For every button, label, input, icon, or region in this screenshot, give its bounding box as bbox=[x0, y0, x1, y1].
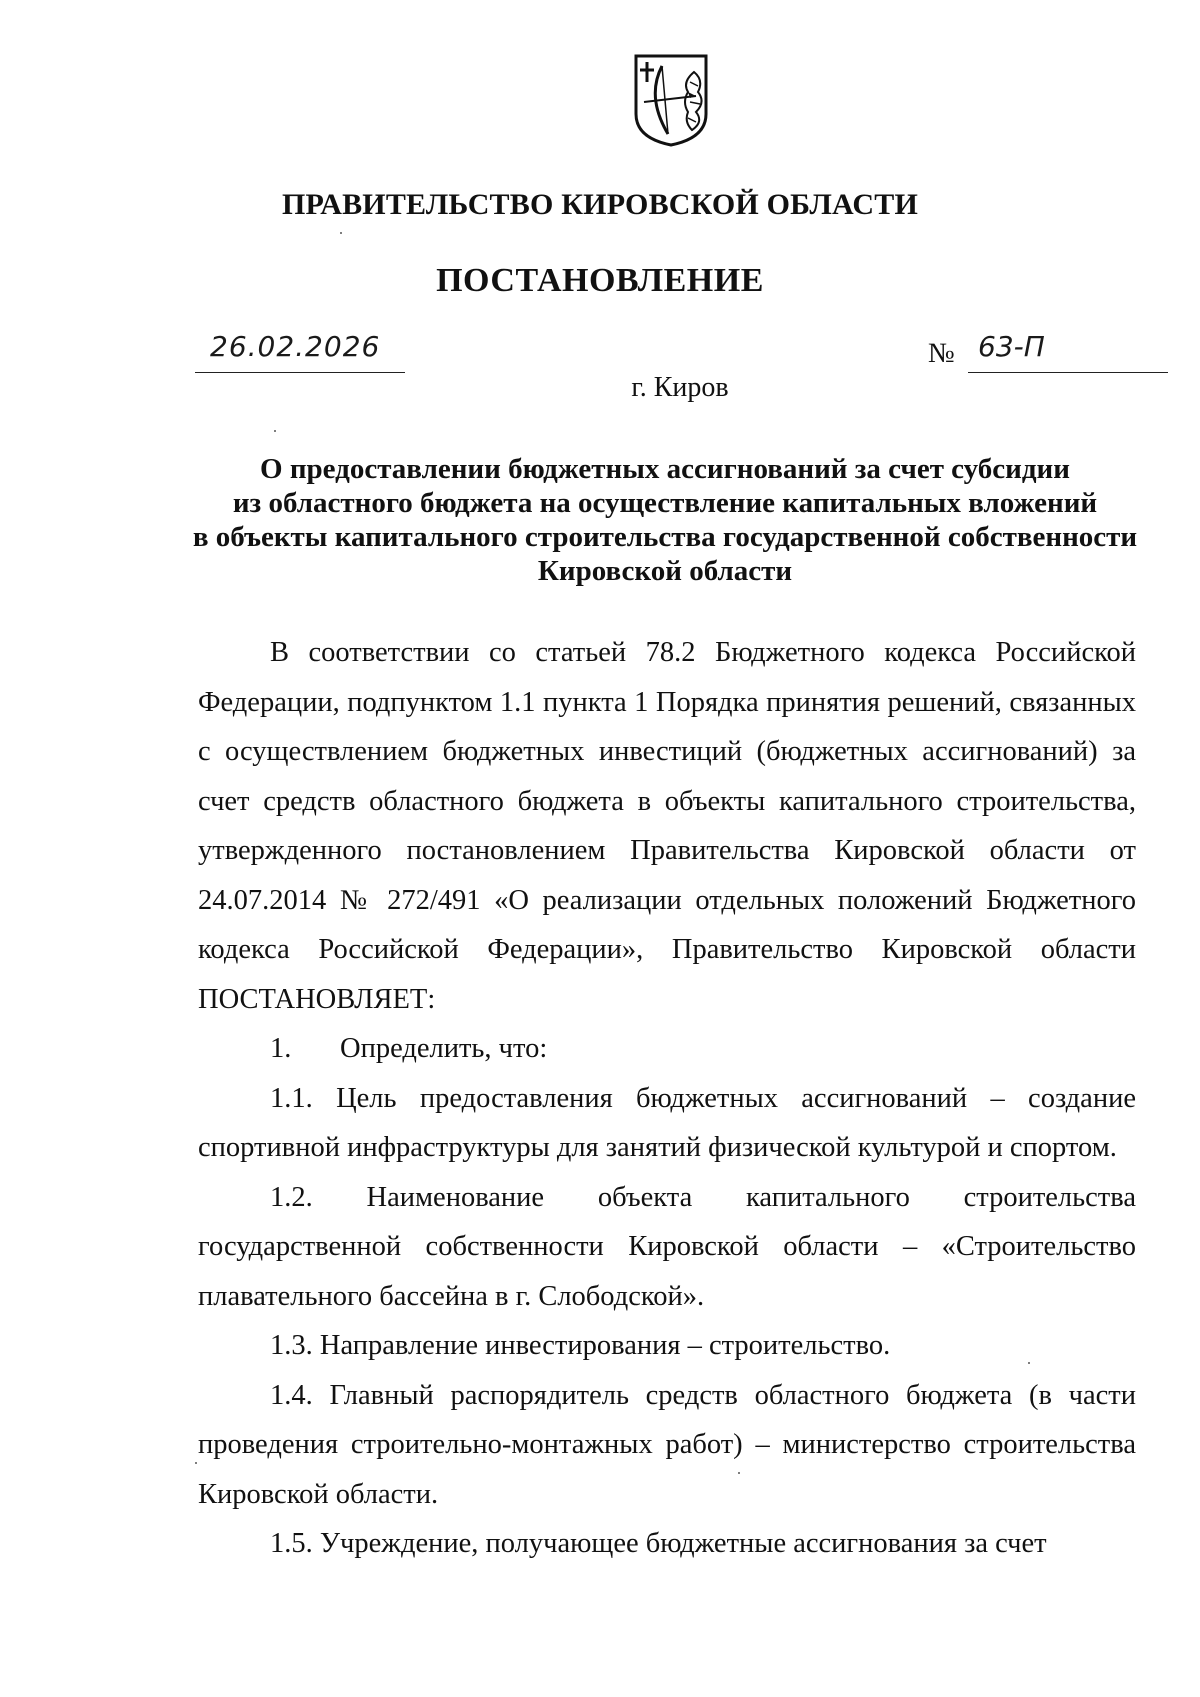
government-name: ПРАВИТЕЛЬСТВО КИРОВСКОЙ ОБЛАСТИ bbox=[282, 188, 918, 221]
title-line: Кировской области bbox=[537, 555, 793, 587]
subitem-1-4: 1.4. Главный распорядитель средств областного бюджета (в части проведения строительно-монтажных работ) – министерство строительства Кировской области. bbox=[198, 1379, 1136, 1510]
item-1-text: Определить, что: bbox=[340, 1033, 548, 1064]
document-title bbox=[150, 452, 1180, 588]
scan-speck bbox=[195, 1462, 197, 1464]
title-line: из областного бюджета на осуществление капитальных вложений bbox=[232, 487, 1098, 519]
kirov-coat-of-arms-icon bbox=[632, 52, 710, 148]
subitem-1-3: 1.3. Направление инвестирования – строительство. bbox=[270, 1330, 891, 1361]
scan-speck bbox=[1028, 1362, 1030, 1364]
subitem-1-2: 1.2. Наименование объекта капитального строительства государственной собственности Кировской области – «Строительство плавательного бассейна в г. Слободской». bbox=[198, 1181, 1136, 1312]
scan-speck bbox=[274, 430, 276, 432]
title-line: О предоставлении бюджетных ассигнований за счет субсидии bbox=[260, 453, 1070, 485]
document-type: ПОСТАНОВЛЕНИЕ bbox=[436, 262, 764, 299]
scan-speck bbox=[738, 1472, 740, 1474]
item-1-number: 1. bbox=[270, 1033, 292, 1064]
subitem-1-1: 1.1. Цель предоставления бюджетных ассигнований – создание спортивной инфраструктуры для занятий физической культурой и спортом. bbox=[198, 1082, 1136, 1163]
document-body bbox=[198, 628, 1136, 1569]
preamble-paragraph: В соответствии со статьей 78.2 Бюджетного кодекса Российской Федерации, подпунктом 1.1 пункта 1 Порядка принятия решений, связанных с осуществлением бюджетных инвестиций (бюджетных ассигнований) за счет средств областного бюджета в объекты капитального строительства, утвержденного постановлением Правительства Кировской области от 24.07.2014 № 272/491 «О реализации отдельных положений Бюджетного кодекса Российской Федерации», Правительство Кировской области ПОСТАНОВЛЯЕТ: bbox=[198, 637, 1136, 1015]
title-line: в объекты капитального строительства государственной собственности bbox=[192, 521, 1138, 553]
city: г. Киров bbox=[631, 372, 729, 403]
document-date: 26.02.2026 bbox=[210, 330, 381, 363]
subitem-1-5: 1.5. Учреждение, получающее бюджетные ассигнования за счет bbox=[270, 1528, 1047, 1559]
item-1 bbox=[198, 1024, 1136, 1074]
scan-speck bbox=[340, 232, 342, 234]
number-label: № bbox=[928, 338, 955, 369]
document-number: 63-П bbox=[978, 330, 1045, 363]
